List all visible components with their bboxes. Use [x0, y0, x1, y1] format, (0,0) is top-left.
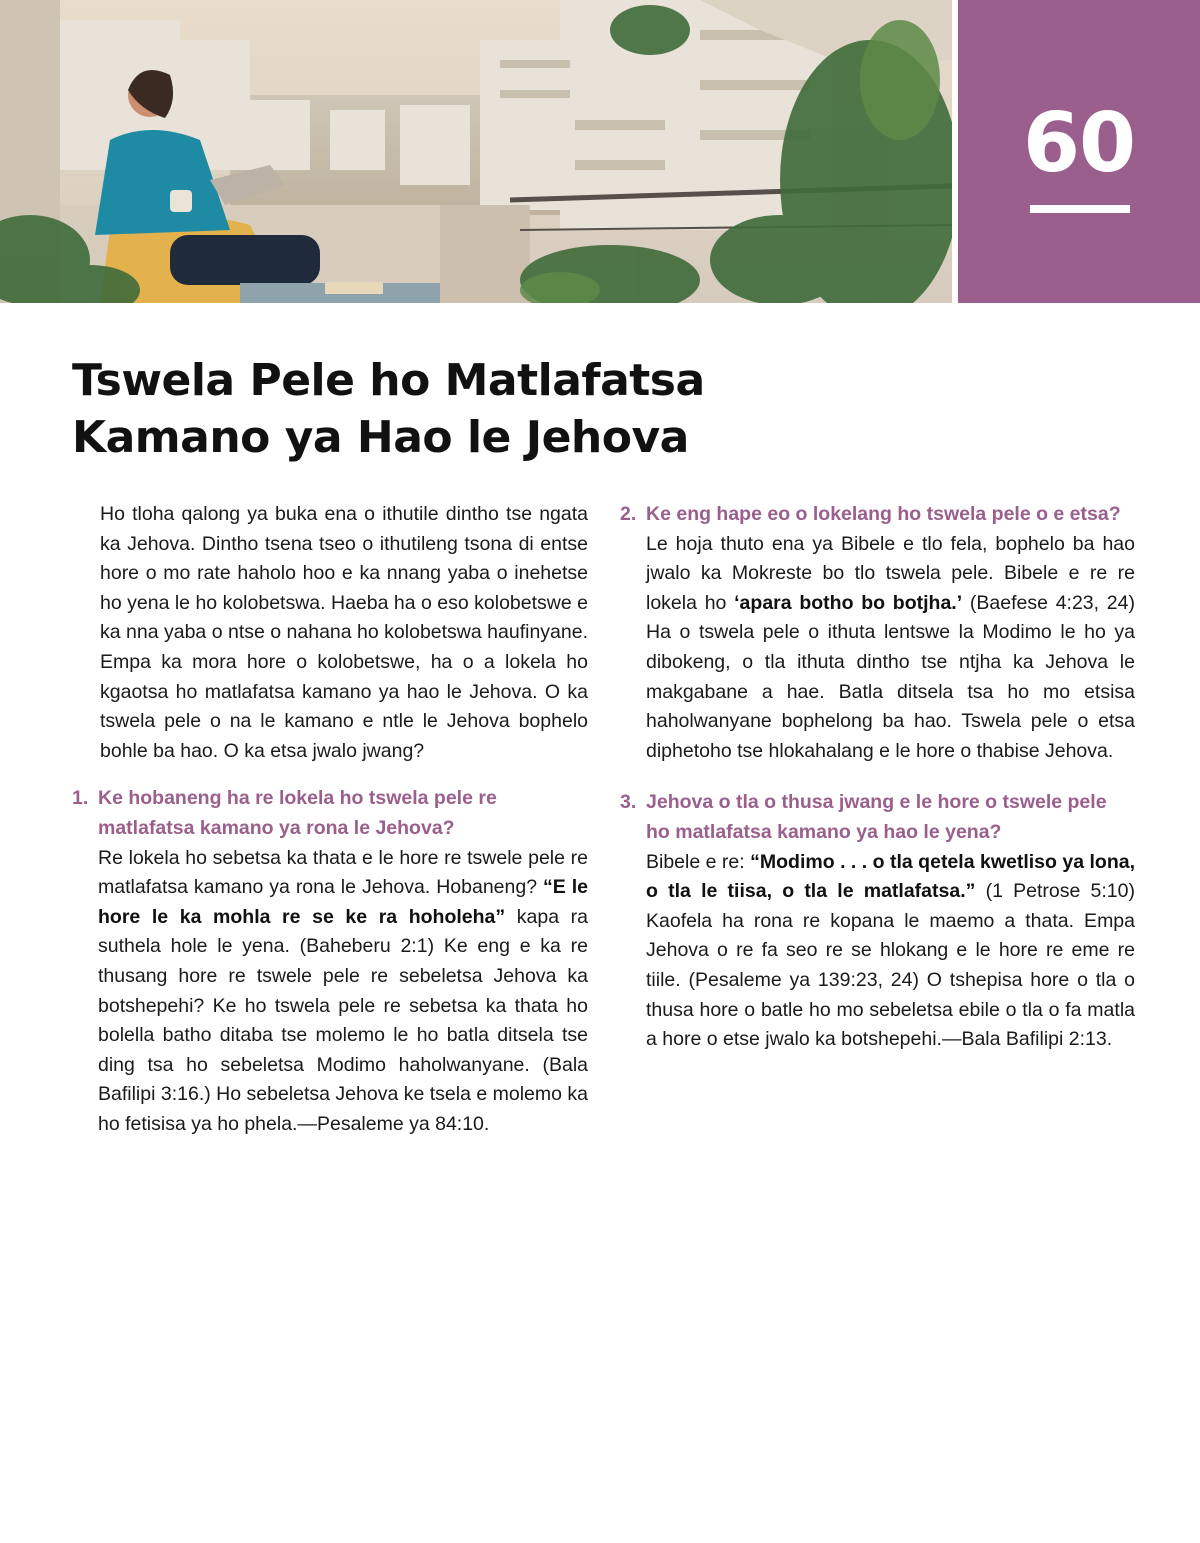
section-2: [620, 500, 1135, 766]
answer-quote: ‘apara botho bo botjha.’: [734, 591, 963, 614]
section-answer: [72, 844, 588, 1140]
section-number: 1.: [72, 787, 89, 810]
left-column: [72, 500, 588, 1139]
section-number: 2.: [620, 503, 637, 525]
section-question-text: Ke hobaneng ha re lokela ho tswela pele re matlafatsa kamano ya rona le Jehova?: [98, 787, 497, 839]
section-number: 3.: [620, 791, 637, 814]
section-question: [620, 500, 1135, 530]
answer-text: kapa ra suthela hole le yena. (Baheberu 2:1) Ke eng e ka re thusang hore re tswele pele re sebeletsa Jehova ka botshepehi? Ke ho tswela pele re sebetsa ka thata ho bolella batho ditaba tse molemo le ho batla ditsela tse ding tsa ho sebeletsa Modimo haholwanyane. (Bala Bafilipi 3:16.) Ho sebeletsa Jehova ke tsela e molemo ka ho fetisisa ya ho phela.—Pesaleme ya 84:10.: [98, 905, 588, 1135]
section-question-text: Ke eng hape eo o lokelang ho tswela pele o e etsa?: [646, 503, 1121, 525]
right-column: [620, 500, 1135, 1055]
section-1: [72, 784, 588, 1139]
section-question: [72, 784, 588, 843]
section-3: [620, 788, 1135, 1054]
lesson-title: Tswela Pele ho Matlafatsa Kamano ya Hao le Jehova: [72, 355, 705, 463]
section-answer: [620, 848, 1135, 1055]
lesson-number: 60: [1022, 96, 1136, 191]
answer-quote: “E le hore le ka mohla re se ke ra hoholeha”: [98, 876, 588, 928]
section-question: [620, 788, 1135, 847]
intro-paragraph: Ho tloha qalong ya buka ena o ithutile dintho tse ngata ka Jehova. Dintho tsena tseo o ithutileng tsona di entse hore o mo rate haholo hoo e ka nnang yaba o inehetse ho yena le ho kolobetswa. Haeba ha o eso kolobetswe e ka nna yaba o ntse o nahana ho kolobetswa haufinyane. Empa ka mora hore o kolobetswe, ha o a lokela ho kgaotsa ho matlafatsa kamano ya hao le Jehova. O ka tswela pele o na le kamano e ntle le Jehova bophelo bohle ba hao. O ka etsa jwalo jwang?: [100, 503, 588, 762]
lesson-number-block: [958, 0, 1200, 303]
header-photo: [0, 0, 952, 303]
answer-text: Bibele e re:: [646, 850, 751, 873]
answer-text: (Baefese 4:23, 24) Ha o tswela pele o ithuta lentswe la Modimo le ho ya dibokeng, o tla ithuta dintho tse ntjha ka Jehova le makgabane a hae. Batla ditsela tsa ho mo etsisa haholwanyane bophelong ba hao. Tswela pele o etsa diphetoho tse hlokahalang e le hore o thabise Jehova.: [646, 591, 1135, 762]
answer-quote: “Modimo . . . o tla qetela kwetliso ya lona, o tla le tiisa, o tla le matlafatsa.”: [646, 850, 1135, 903]
section-answer: [620, 530, 1135, 767]
balcony-scene-image: [0, 0, 952, 303]
answer-text: Le hoja thuto ena ya Bibele e tlo fela, bophelo ba hao jwalo ka Mokreste bo tlo tswela pele. Bibele e re re lokela ho: [646, 532, 1135, 614]
answer-text: (1 Petrose 5:10) Kaofela ha rona re kopana le maemo a thata. Empa Jehova o re fa seo re se hlokang e le hore re eme re tiile. (Pesaleme ya 139:23, 24) O tshepisa hore o tla o thusa hore o batle ho mo sebeletsa ebile o tla o fa matla a hore o etse jwalo ka botshepehi.—Bala Bafilipi 2:13.: [646, 880, 1135, 1051]
answer-text: Re lokela ho sebetsa ka thata e le hore re tswele pele re matlafatsa kamano ya rona le Jehova. Hobaneng?: [98, 846, 588, 899]
lesson-number-underline: [1030, 205, 1130, 213]
section-question-text: Jehova o tla o thusa jwang e le hore o tswele pele ho matlafatsa kamano ya hao le yena?: [646, 791, 1107, 843]
